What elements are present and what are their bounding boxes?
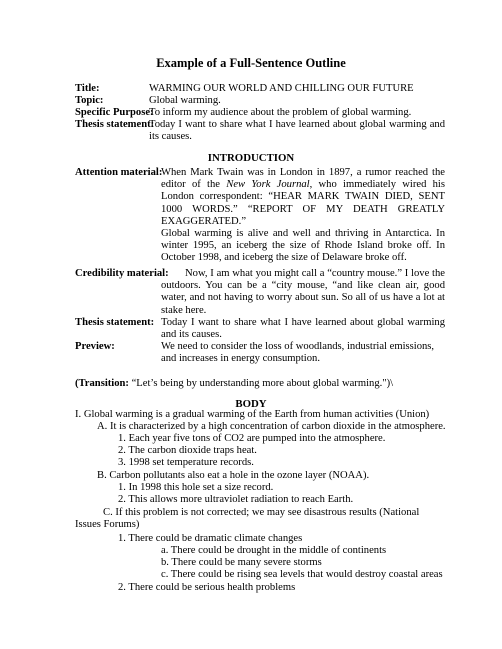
title-label: Title: <box>75 83 100 94</box>
newspaper-name: New York Journal <box>226 179 310 191</box>
preview-line-1: We need to consider the loss of woodlands, industrial emissions, <box>161 341 435 352</box>
subpoint-a-2: 2. The carbon dioxide traps heat. <box>118 445 257 456</box>
purpose-value: To inform my audience about the problem of global warming. <box>149 107 412 118</box>
purpose-label: Specific Purpose: <box>75 107 154 118</box>
preview-line-2: and increases in energy consumption. <box>161 353 320 364</box>
attention-label: Attention material: <box>75 167 163 178</box>
attention-paragraph-2: Global warming is alive and well and thriving in Antarctica. In winter 1995, an iceberg the size of Rhode Island broke off. In October 1998, and iceberg the size of Delaware broke off. <box>161 228 445 264</box>
credibility-value: Now, I am what you might call a “country mouse.” I love the outdoors. You can be a “city mouse, “and like clean air, good water, and not having to worry about sun. So all of us have a lot at stake here. <box>161 268 445 316</box>
subpoint-c-1: 1. There could be dramatic climate changes <box>118 533 303 544</box>
subpoint-b: B. Carbon pollutants also eat a hole in the ozone layer (NOAA). <box>97 470 370 481</box>
subpoint-c: C. If this problem is not corrected; we may see disastrous results (National Issues Forums) <box>75 507 420 531</box>
topic-value: Global warming. <box>149 95 221 106</box>
thesis-label: Thesis statement: <box>75 119 155 130</box>
subpoint-a-1: 1. Each year five tons of CO2 are pumped into the atmosphere. <box>118 433 386 444</box>
thesis-row <box>75 119 445 145</box>
intro-thesis-value: Today I want to share what I have learned about global warming and its causes. <box>161 317 445 341</box>
body-heading: BODY <box>235 398 267 410</box>
thesis-value: Today I want to share what I have learned about global warming and its causes. <box>149 119 445 143</box>
transition-text: “Let’s being by understanding more about global warming.")\ <box>128 378 394 389</box>
subpoint-c-1-c: c. There could be rising sea levels that would destroy coastal areas <box>161 569 443 580</box>
subpoint-b-2: 2. This allows more ultraviolet radiation to reach Earth. <box>118 494 354 505</box>
subpoint-c-2: 2. There could be serious health problems <box>118 582 296 593</box>
subpoint-a: A. It is characterized by a high concentration of carbon dioxide in the atmosphere. <box>97 421 446 432</box>
intro-thesis-row <box>75 317 445 343</box>
subpoint-b-1: 1. In 1998 this hole set a size record. <box>118 482 274 493</box>
topic-label: Topic: <box>75 95 104 106</box>
document-title: Example of a Full-Sentence Outline <box>156 56 346 70</box>
title-value: WARMING OUR WORLD AND CHILLING OUR FUTURE <box>149 83 414 94</box>
main-point-1: I. Global warming is a gradual warming of the Earth from human activities (Union) <box>75 409 430 420</box>
introduction-heading: INTRODUCTION <box>207 152 295 164</box>
subpoint-c-1-b: b. There could be many severe storms <box>161 557 322 568</box>
subpoint-a-3: 3. 1998 set temperature records. <box>118 457 254 468</box>
subpoint-c-1-a: a. There could be drought in the middle of continents <box>161 545 387 556</box>
attention-paragraph-1: When Mark Twain was in London in 1897, a rumor reached the editor of the New York Journal, who immediately wired his London correspondent: “HEAR MARK TWAIN DIED, SENT 1000 WORDS.” “REPORT OF MY DEATH GREATLY EXAGGERATED.” <box>161 167 445 227</box>
intro-thesis-label: Thesis statement: <box>75 317 155 328</box>
transition-label: (Transition: <box>75 378 129 389</box>
credibility-label: Credibility material: <box>75 268 169 279</box>
preview-label: Preview: <box>75 341 115 352</box>
transition <box>75 378 393 390</box>
